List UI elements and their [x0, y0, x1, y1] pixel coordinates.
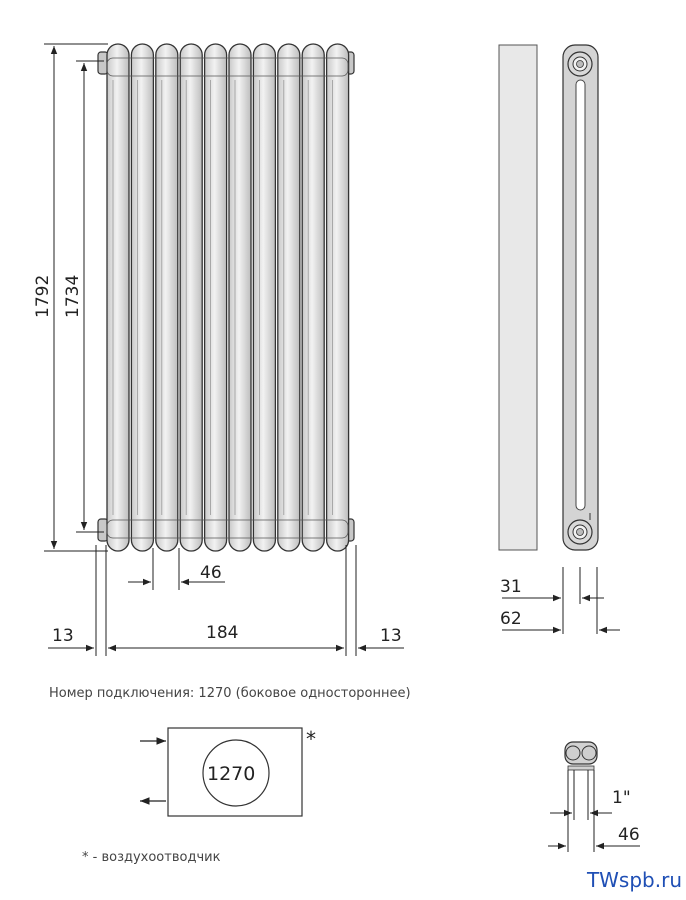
- side-view: [499, 45, 598, 550]
- side-left-label: 13: [52, 626, 74, 646]
- radiator-sections: [107, 44, 349, 551]
- front-view: [98, 44, 354, 551]
- brand-watermark: TWspb.ru: [586, 868, 682, 892]
- total-height-label: 1792: [33, 274, 53, 318]
- section-pitch-label: 46: [200, 563, 222, 583]
- footnote: * - воздухоотводчик: [82, 850, 221, 865]
- width-label: 184: [206, 623, 239, 643]
- air-vent-asterisk: *: [306, 727, 316, 751]
- wall: [499, 45, 537, 550]
- radiator-section: [205, 44, 227, 551]
- radiator-section: [327, 44, 349, 551]
- bottom-nipple: [568, 520, 592, 544]
- scheme-code: 1270: [207, 763, 256, 785]
- radiator-section: [278, 44, 300, 551]
- radiator-section: [253, 44, 275, 551]
- detail-pitch-label: 46: [618, 825, 640, 845]
- top-nipple: [568, 52, 592, 76]
- radiator-section: [302, 44, 324, 551]
- radiator-section: [156, 44, 178, 551]
- nipple-detail: [565, 742, 597, 770]
- connection-caption: Номер подключения: 1270 (боковое одностороннее): [49, 686, 411, 701]
- radiator-section: [229, 44, 251, 551]
- radiator-section: [107, 44, 129, 551]
- depth-half-label: 31: [500, 577, 522, 597]
- axis-height-label: 1734: [63, 274, 83, 318]
- side-right-label: 13: [380, 626, 402, 646]
- section-channel: [576, 80, 585, 510]
- thread-label: 1": [612, 788, 631, 808]
- radiator-section: [180, 44, 202, 551]
- depth-total-label: 62: [500, 609, 522, 629]
- radiator-section: [131, 44, 153, 551]
